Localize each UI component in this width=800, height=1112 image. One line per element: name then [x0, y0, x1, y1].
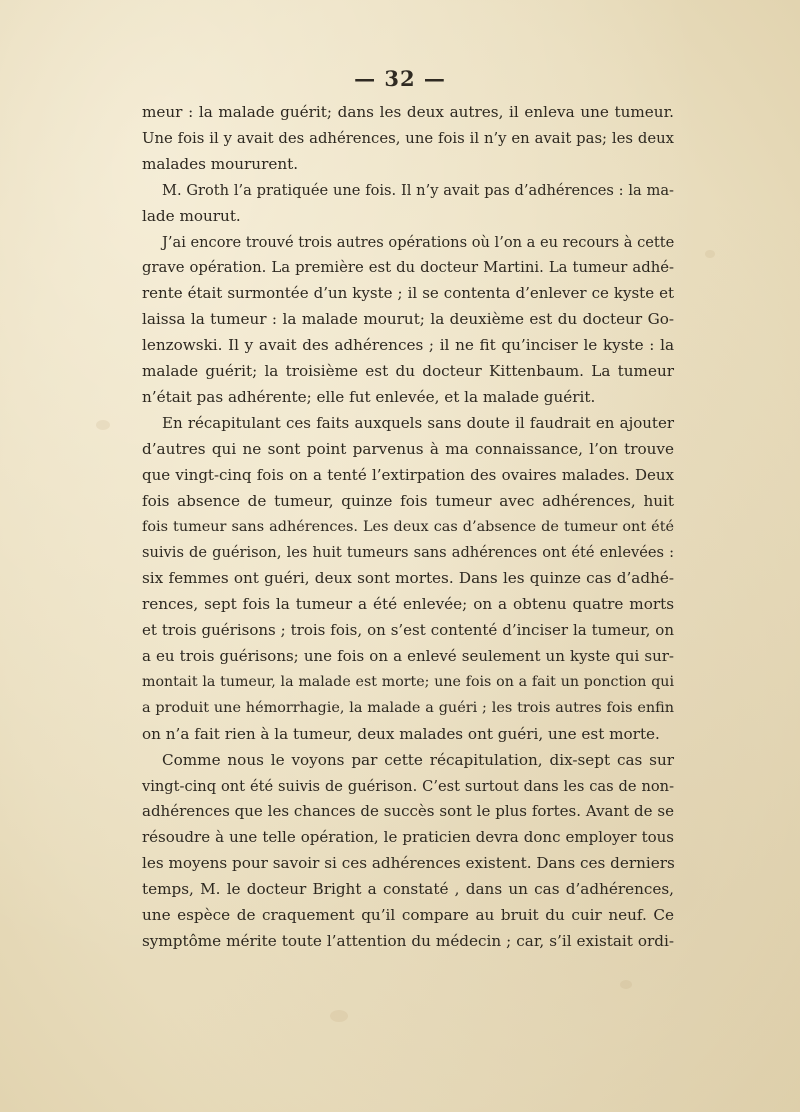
text-line: d’autres qui ne sont point parvenus à ma connaissance, l’on trouve: [142, 439, 674, 458]
text-line: En récapitulant ces faits auxquels sans doute il faudrait en ajouter: [162, 413, 674, 432]
text-line: résoudre à une telle opération, le praticien devra donc employer tous: [142, 828, 674, 847]
text-line: une espèce de craquement qu’il compare au bruit du cuir neuf. Ce: [142, 906, 674, 925]
text-line: grave opération. La première est du docteur Martini. La tumeur adhé-: [142, 259, 674, 277]
text-line: a eu trois guérisons; une fois on a enlevé seulement un kyste qui sur-: [142, 647, 674, 666]
text-line: rente était surmontée d’un kyste ; il se contenta d’enlever ce kyste et: [142, 284, 674, 303]
text-line: a produit une hémorrhagie, la malade a guéri ; les trois autres fois enfin: [142, 699, 674, 716]
paper-stain: [705, 250, 715, 258]
text-line: Une fois il y avait des adhérences, une fois il n’y en avait pas; les deux: [142, 129, 674, 147]
text-line: Comme nous le voyons par cette récapitulation, dix-sept cas sur: [162, 750, 674, 769]
text-line: six femmes ont guéri, deux sont mortes. Dans les quinze cas d’adhé-: [142, 569, 674, 588]
page-number: — 32 —: [354, 66, 446, 91]
text-line: symptôme mérite toute l’attention du médecin ; car, s’il existait ordi-: [142, 932, 674, 950]
text-line: temps, M. le docteur Bright a constaté , dans un cas d’adhérences,: [142, 880, 674, 899]
text-line: que vingt-cinq fois on a tenté l’extirpation des ovaires malades. Deux: [142, 465, 674, 484]
paper-stain: [620, 980, 632, 989]
paper-stain: [96, 420, 110, 430]
text-line: et trois guérisons ; trois fois, on s’est contenté d’inciser la tumeur, on: [142, 621, 674, 640]
body-text: [142, 100, 674, 955]
paper-stain: [330, 1010, 348, 1022]
text-line: on n’a fait rien à la tumeur, deux malades ont guéri, une est morte.: [142, 724, 660, 743]
text-line: meur : la malade guérit; dans les deux autres, il enleva une tumeur.: [142, 103, 674, 121]
text-line: les moyens pour savoir si ces adhérences existent. Dans ces derniers: [142, 854, 675, 873]
text-line: laissa la tumeur : la malade mourut; la deuxième est du docteur Go-: [142, 310, 674, 329]
text-line: malades moururent.: [142, 154, 299, 173]
text-line: J’ai encore trouvé trois autres opérations où l’on a eu recours à cette: [162, 233, 675, 251]
text-line: montait la tumeur, la malade est morte; une fois on a fait un ponction qui: [142, 673, 674, 690]
text-line: lade mourut.: [142, 206, 241, 225]
text-line: fois tumeur sans adhérences. Les deux cas d’absence de tumeur ont été: [142, 518, 674, 535]
text-line: lenzowski. Il y avait des adhérences ; il ne fit qu’inciser le kyste : la: [142, 336, 674, 355]
text-line: vingt-cinq ont été suivis de guérison. C’est surtout dans les cas de non-: [142, 777, 674, 795]
text-line: fois absence de tumeur, quinze fois tumeur avec adhérences, huit: [142, 491, 674, 510]
text-line: M. Groth l’a pratiquée une fois. Il n’y avait pas d’adhérences : la ma-: [162, 181, 674, 199]
text-line: adhérences que les chances de succès sont le plus fortes. Avant de se: [142, 802, 674, 821]
text-line: suivis de guérison, les huit tumeurs sans adhérences ont été enlevées :: [142, 544, 674, 562]
text-line: rences, sept fois la tumeur a été enlevée; on a obtenu quatre morts: [142, 595, 674, 614]
text-line: malade guérit; la troisième est du docteur Kittenbaum. La tumeur: [142, 362, 674, 381]
text-line: n’était pas adhérente; elle fut enlevée, et la malade guérit.: [142, 387, 596, 406]
